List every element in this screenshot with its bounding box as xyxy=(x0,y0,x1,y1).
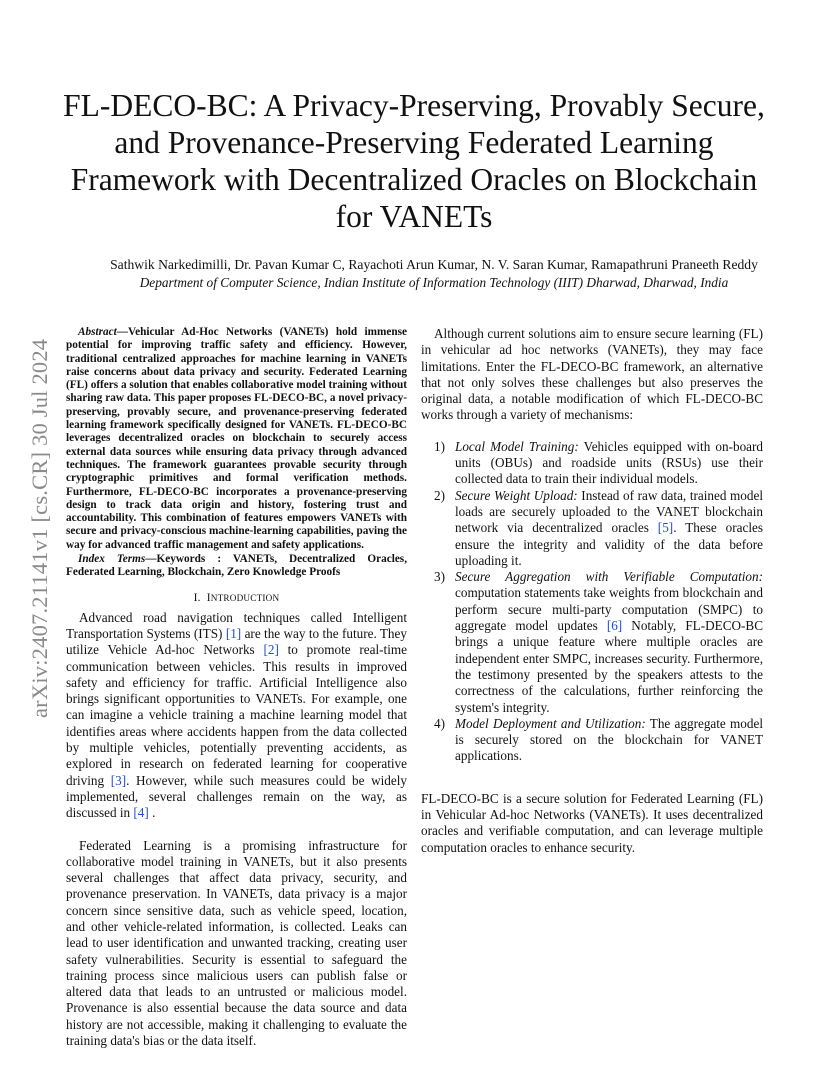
citation-link[interactable]: [4] xyxy=(133,805,149,821)
abstract-text: Vehicular Ad-Hoc Networks (VANETs) hold immense potential for improving traffic safety and efficiency. However, traditional centralized approaches for machine learning in VANETs raise concerns about data privacy and security. Federated Learning (FL) offers a solution that enables collaborative model training without sharing raw data. This paper proposes FL-DECO-BC, a novel privacy-preserving, provably secure, and provenance-preserving federated learning framework specifically designed for VANETs. FL-DECO-BC leverages decentralized oracles on blockchain to securely access external data sources while ensuring data privacy through advanced techniques. The framework guarantees provable security through cryptographic primitives and formal verification methods. Furthermore, FL-DECO-BC incorporates a provenance-preserving design to track data origin and history, fostering trust and accountability. This combination of features empowers VANETs with secure and privacy-conscious machine-learning capabilities, paving the way for advanced traffic management and safety applications. xyxy=(66,326,407,551)
citation-link[interactable]: [3] xyxy=(110,772,127,788)
list-item xyxy=(421,716,763,765)
list-item xyxy=(421,488,763,569)
arxiv-identifier[interactable]: arXiv:2407.21141v1 [cs.CR] 30 Jul 2024 xyxy=(27,338,52,718)
index-terms: Index Terms—Keywords : VANETs, Decentralized Oracles, Federated Learning, Blockchain, Zero Knowledge Proofs xyxy=(66,553,408,579)
list-item-label: Secure Weight Upload: xyxy=(455,487,578,503)
author-list: Sathwik Narkedimilli, Dr. Pavan Kumar C, Rayachoti Arun Kumar, N. V. Saran Kumar, Ramapathruni Praneeth Reddy xyxy=(110,257,758,272)
list-marker: 2) xyxy=(434,487,445,503)
closing-paragraph: FL-DECO-BC is a secure solution for Federated Learning (FL) in Vehicular Ad-hoc Networks (VANETs). It uses decentralized oracles and verifiable computation, and can leverage multiple computation oracles to enhance security. xyxy=(421,790,763,855)
text-run: . However, while such measures could be widely implemented, several challenges remain on the way, as discussed in xyxy=(66,772,407,821)
intro-paragraph-2: Federated Learning is a promising infrastructure for collaborative model training in VANETs, but it also presents several challenges that affect data privacy, security, and provenance preservation. In VANETs, data privacy is a major concern since sensitive data, such as vehicle speed, location, and other vehicle-related information, is collected. Leaks can lead to user identification and unwanted tracking, creating user safety vulnerabilities. Security is essential to safeguard the training process since malicious users can publish false or altered data that leads to an untrusted or malicious model. Provenance is also essential because the data source and data history are not accessible, making it challenging to evaluate the training data's bias or the data itself. xyxy=(66,837,407,1049)
section-number: I. xyxy=(193,591,201,604)
list-item xyxy=(421,569,763,716)
right-column xyxy=(421,326,763,856)
section-title-initial: I xyxy=(206,591,211,604)
intro-paragraph-3: Although current solutions aim to ensure secure learning (FL) in vehicular ad hoc networks (VANETs), they may face limitations. Enter the FL-DECO-BC framework, an alternative that not only solves these challenges but also preserves the original data, a notable modification of which FL-DECO-BC works through a variety of mechanisms: xyxy=(421,326,763,423)
list-item xyxy=(421,439,763,488)
list-item-text: computation statements take weights from blockchain and perform secure multi-party computation (SMPC) to aggregate model updates xyxy=(455,585,763,634)
list-item-text: The aggregate model is securely stored on the blockchain for VANET applications. xyxy=(455,715,763,764)
list-item-text: Vehicles equipped with on-board units (OBUs) and roadside units (RSUs) use their collected data to train their individual models. xyxy=(455,438,763,487)
left-column xyxy=(66,326,407,1049)
list-marker: 3) xyxy=(434,569,445,585)
list-item-text: Instead of raw data, trained model loads are securely uploaded to the VANET blockchain network via decentralized oracles xyxy=(455,487,763,536)
section-title-rest: NTRODUCTION xyxy=(210,592,280,603)
paper-title: FL-DECO-BC: A Privacy-Preserving, Provably Secure, and Provenance-Preserving Federated Learning Framework with Decentralized Oracles on Blockchain for VANETs xyxy=(63,88,765,235)
text-run: are the way to the future. They utilize Vehicle Ad-hoc Networks xyxy=(66,625,407,658)
citation-link[interactable]: [1] xyxy=(225,625,242,641)
citation-link[interactable]: [2] xyxy=(263,642,279,658)
text-run: . xyxy=(148,805,156,821)
list-item-label: Local Model Training: xyxy=(455,438,579,454)
list-marker: 4) xyxy=(434,715,445,731)
list-item-label: Secure Aggregation with Verifiable Computation: xyxy=(455,569,763,585)
citation-link[interactable]: [5] xyxy=(657,520,674,536)
citation-link[interactable]: [6] xyxy=(606,618,623,634)
section-heading-introduction xyxy=(66,591,407,605)
abstract: Abstract—Vehicular Ad-Hoc Networks (VANETs) hold immense potential for improving traffic safety and efficiency. However, traditional centralized approaches for machine learning in VANETs raise concerns about data privacy and security. Federated Learning (FL) offers a solution that enables collaborative model training without sharing raw data. This paper proposes FL-DECO-BC, a novel privacy-preserving, provably secure, and provenance-preserving federated learning framework specifically designed for VANETs. FL-DECO-BC leverages decentralized oracles on blockchain to securely access external data sources while ensuring data privacy through advanced techniques. The framework guarantees provable security through cryptographic primitives and formal verification methods. Furthermore, FL-DECO-BC incorporates a provenance-preserving design to track data origin and history, fostering trust and accountability. This combination of features empowers VANETs with secure and privacy-conscious machine-learning capabilities, paving the way for advanced traffic management and safety applications. xyxy=(66,326,407,551)
text-run: to promote real-time communication between vehicles. This results in improved safety and efficiency for traffic. Artificial Intelligence also brings significant opportunities to VANETs. For example, one can imagine a vehicle training a machine learning model that identifies areas where accidents happen from the data collected by multiple vehicles, potentially preventing accidents, as explored in research on federated learning for cooperative driving xyxy=(66,642,407,788)
text-run: Advanced road navigation techniques called Intelligent Transportation Systems (ITS) xyxy=(66,609,407,641)
affiliation: Department of Computer Science, Indian Institute of Information Technology (IIIT) Dharwad, Dharwad, India xyxy=(139,275,729,290)
list-item-label: Model Deployment and Utilization: xyxy=(455,715,646,731)
list-marker: 1) xyxy=(434,438,445,454)
mechanism-list xyxy=(421,439,763,765)
index-terms-label: Index Terms xyxy=(78,553,146,566)
list-item-text: . These oracles ensure the integrity and validity of the data before uploading it. xyxy=(455,520,763,568)
abstract-label: Abstract xyxy=(78,326,117,338)
index-terms-text: Keywords : VANETs, Decentralized Oracles, Federated Learning, Blockchain, Zero Knowledge Proofs xyxy=(66,553,408,579)
intro-paragraph-1 xyxy=(66,610,407,822)
list-item-text: Notably, FL-DECO-BC brings a unique feature where multiple oracles are independent enter SMPC, increases security. Furthermore, the testimony presented by the speakers attests to the correctness of the calculations, further reinforcing the system's integrity. xyxy=(455,618,763,715)
